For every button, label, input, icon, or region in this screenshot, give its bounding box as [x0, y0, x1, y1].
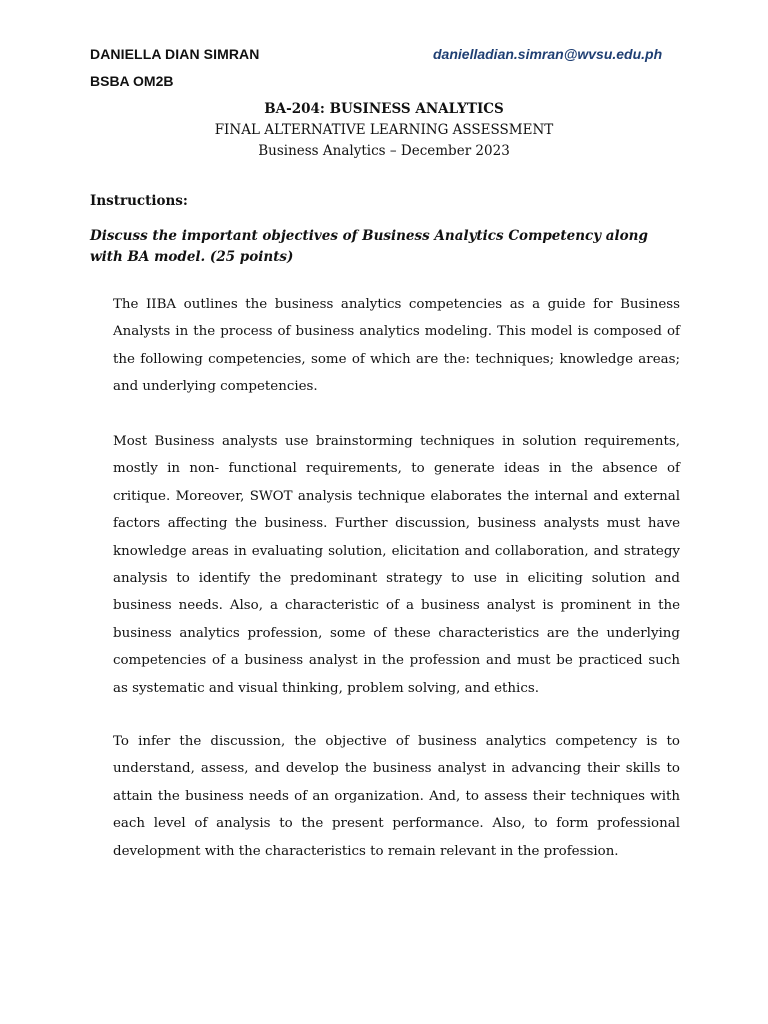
- body-paragraph-2: Most Business analysts use brainstorming techniques in solution requirements, mostly in non- functional requirements, to generate ideas in the absence of critique. Moreover, SWOT analysis technique elaborates the internal and external factors affecting the business. Further discussion, business analysts must have knowledge areas in evaluating solution, elicitation and collaboration, and strategy analysis to identify the predominant strategy to use in eliciting solution and business needs. Also, a characteristic of a business analyst is prominent in the business analytics profession, some of these characteristics are the underlying competencies of a business analyst in the profession and must be practiced such as systematic and visual thinking, problem solving, and ethics.: [113, 434, 680, 696]
- assessment-date: Business Analytics – December 2023: [258, 143, 510, 159]
- course-section: BSBA OM2B: [90, 73, 174, 89]
- body-paragraph-1: The IIBA outlines the business analytics competencies as a guide for Business Analysts in the process of business analytics modeling. This model is composed of the following competencies, some of which are the: techniques; knowledge areas; and underlying competencies.: [113, 297, 680, 395]
- instructions-heading: Instructions:: [90, 193, 188, 209]
- author-name: DANIELLA DIAN SIMRAN: [90, 46, 260, 62]
- course-title: BA-204: BUSINESS ANALYTICS: [264, 101, 504, 117]
- body-paragraph-3: To infer the discussion, the objective of business analytics competency is to understand, assess, and develop the business analyst in advancing their skills to attain the business needs of an organization. And, to assess their techniques with each level of analysis to the present performance. Also, to form professional development with the characteristics to remain relevant in the profession.: [113, 734, 680, 859]
- author-email-link[interactable]: danielladian.simran@wvsu.edu.ph: [433, 46, 663, 62]
- document-title-block: [0, 99, 768, 162]
- question-prompt: Discuss the important objectives of Business Analytics Competency along with BA model. (25 points): [90, 228, 648, 265]
- assessment-title: FINAL ALTERNATIVE LEARNING ASSESSMENT: [214, 122, 554, 138]
